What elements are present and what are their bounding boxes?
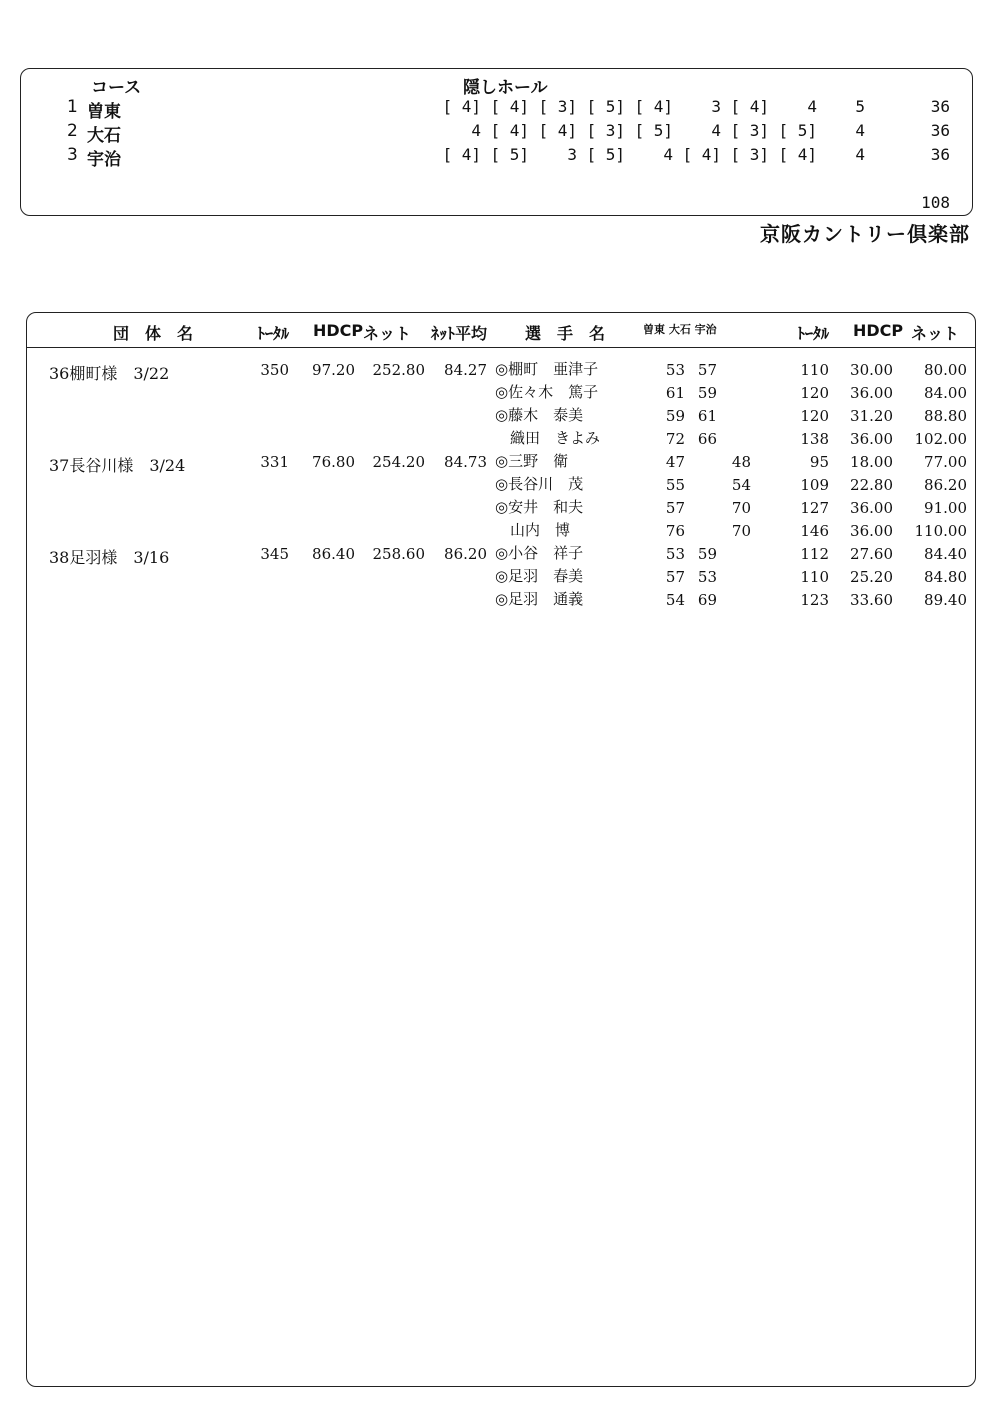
hole-par: 4 xyxy=(855,121,865,140)
player-hdcp: 25.20 xyxy=(850,568,893,586)
results-table xyxy=(26,312,976,1387)
score-oishi: 53 xyxy=(697,568,717,586)
hole-par: [ 4] xyxy=(442,145,481,164)
team-total: 331 xyxy=(260,453,289,471)
score-sodo: 53 xyxy=(665,361,685,379)
score-sodo: 47 xyxy=(665,453,685,471)
score-sodo: 59 xyxy=(665,407,685,425)
hole-par: [ 4] xyxy=(730,97,769,116)
player-net: 89.40 xyxy=(924,591,967,609)
header-player: 選 手 名 xyxy=(525,324,606,343)
score-sodo: 57 xyxy=(665,568,685,586)
hole-par: 4 xyxy=(855,145,865,164)
team-name: 38足羽様 3/16 xyxy=(49,548,170,567)
score-sodo: 54 xyxy=(665,591,685,609)
score-sodo: 61 xyxy=(665,384,685,402)
team-net: 258.60 xyxy=(372,545,425,563)
player-total: 110 xyxy=(800,568,829,586)
player-total: 112 xyxy=(800,545,829,563)
player-name: ◎長谷川 茂 xyxy=(495,475,584,493)
player-net: 80.00 xyxy=(924,361,967,379)
hole-par: 3 xyxy=(567,145,577,164)
team-hdcp: 76.80 xyxy=(312,453,355,471)
hole-par: [ 4] xyxy=(538,121,577,140)
player-hdcp: 27.60 xyxy=(850,545,893,563)
hole-par: 4 xyxy=(663,145,673,164)
player-net: 91.00 xyxy=(924,499,967,517)
player-net: 88.80 xyxy=(924,407,967,425)
course-label: コース xyxy=(91,78,142,98)
hole-par: [ 3] xyxy=(730,145,769,164)
player-total: 138 xyxy=(800,430,829,448)
player-hdcp: 22.80 xyxy=(850,476,893,494)
team-hdcp: 86.40 xyxy=(312,545,355,563)
course-box xyxy=(20,68,973,216)
header-net: ネット xyxy=(363,324,412,343)
course-name: 曽東 xyxy=(87,102,121,122)
team-hdcp: 97.20 xyxy=(312,361,355,379)
hole-par: [ 5] xyxy=(586,145,625,164)
score-sodo: 53 xyxy=(665,545,685,563)
hole-par: 5 xyxy=(855,97,865,116)
player-name: 織田 きよみ xyxy=(495,429,601,447)
player-hdcp: 33.60 xyxy=(850,591,893,609)
player-total: 127 xyxy=(800,499,829,517)
header-player-net: ネット xyxy=(911,324,960,343)
score-oishi: 66 xyxy=(697,430,717,448)
hole-par: 3 xyxy=(711,97,721,116)
player-name: ◎足羽 通義 xyxy=(495,590,584,608)
player-hdcp: 30.00 xyxy=(850,361,893,379)
header-player-total: ﾄｰﾀﾙ xyxy=(797,324,830,343)
score-sodo: 76 xyxy=(665,522,685,540)
player-hdcp: 36.00 xyxy=(850,384,893,402)
player-hdcp: 36.00 xyxy=(850,499,893,517)
player-total: 120 xyxy=(800,384,829,402)
hole-par: [ 3] xyxy=(586,121,625,140)
player-hdcp: 36.00 xyxy=(850,430,893,448)
player-name: ◎藤木 泰美 xyxy=(495,406,584,424)
hole-par: 4 xyxy=(807,97,817,116)
score-oishi: 59 xyxy=(697,545,717,563)
player-total: 146 xyxy=(800,522,829,540)
score-sodo: 55 xyxy=(665,476,685,494)
team-name: 36棚町様 3/22 xyxy=(49,364,170,383)
course-total: 36 xyxy=(930,145,950,164)
player-name: ◎棚町 亜津子 xyxy=(495,360,599,378)
hole-par: [ 5] xyxy=(586,97,625,116)
hole-par: [ 5] xyxy=(490,145,529,164)
hole-par: [ 3] xyxy=(538,97,577,116)
score-sodo: 72 xyxy=(665,430,685,448)
header-divider xyxy=(27,347,975,348)
header-course-cols: 曽東 大石 宇治 xyxy=(643,323,717,336)
course-number: 1 xyxy=(67,97,78,117)
score-uji: 54 xyxy=(731,476,751,494)
player-name: 山内 博 xyxy=(495,521,571,539)
player-net: 84.00 xyxy=(924,384,967,402)
team-total: 350 xyxy=(260,361,289,379)
hole-par: [ 4] xyxy=(442,97,481,116)
player-total: 109 xyxy=(800,476,829,494)
club-name: 京阪カントリー倶楽部 xyxy=(760,222,970,246)
course-number: 2 xyxy=(67,121,78,141)
player-name: ◎安井 和夫 xyxy=(495,498,584,516)
score-oishi: 57 xyxy=(697,361,717,379)
course-number: 3 xyxy=(67,145,78,165)
player-hdcp: 36.00 xyxy=(850,522,893,540)
team-net-avg: 84.73 xyxy=(444,453,487,471)
score-oishi: 69 xyxy=(697,591,717,609)
header-total: ﾄｰﾀﾙ xyxy=(257,324,290,343)
hole-par: [ 4] xyxy=(778,145,817,164)
player-net: 110.00 xyxy=(914,522,967,540)
player-name: ◎佐々木 篤子 xyxy=(495,383,599,401)
hole-par: [ 4] xyxy=(490,97,529,116)
player-net: 86.20 xyxy=(924,476,967,494)
course-row xyxy=(21,121,972,146)
team-total: 345 xyxy=(260,545,289,563)
player-net: 77.00 xyxy=(924,453,967,471)
course-row xyxy=(21,145,972,170)
player-net: 84.40 xyxy=(924,545,967,563)
hole-par: [ 4] xyxy=(682,145,721,164)
header-player-hdcp: HDCP xyxy=(853,321,904,340)
team-net: 252.80 xyxy=(372,361,425,379)
header-hdcp: HDCP xyxy=(313,321,364,340)
score-oishi: 61 xyxy=(697,407,717,425)
player-total: 120 xyxy=(800,407,829,425)
score-uji: 70 xyxy=(731,522,751,540)
team-name: 37長谷川様 3/24 xyxy=(49,456,186,475)
player-name: ◎足羽 春美 xyxy=(495,567,584,585)
player-net: 102.00 xyxy=(914,430,967,448)
hole-par: [ 5] xyxy=(634,121,673,140)
score-oishi: 59 xyxy=(697,384,717,402)
team-net-avg: 84.27 xyxy=(444,361,487,379)
course-total: 36 xyxy=(930,97,950,116)
player-hdcp: 31.20 xyxy=(850,407,893,425)
player-total: 95 xyxy=(809,453,829,471)
team-net-avg: 86.20 xyxy=(444,545,487,563)
course-name: 大石 xyxy=(87,126,121,146)
hole-par: [ 4] xyxy=(634,97,673,116)
player-hdcp: 18.00 xyxy=(850,453,893,471)
course-name: 宇治 xyxy=(87,150,121,170)
player-name: ◎三野 衛 xyxy=(495,452,569,470)
player-total: 110 xyxy=(800,361,829,379)
player-total: 123 xyxy=(800,591,829,609)
score-uji: 48 xyxy=(731,453,751,471)
team-net: 254.20 xyxy=(372,453,425,471)
hole-par: [ 4] xyxy=(490,121,529,140)
header-team: 団 体 名 xyxy=(113,324,194,343)
score-uji: 70 xyxy=(731,499,751,517)
header-net-avg: ﾈｯﾄ平均 xyxy=(431,324,488,343)
course-row xyxy=(21,97,972,122)
hole-par: [ 3] xyxy=(730,121,769,140)
hole-par: [ 5] xyxy=(778,121,817,140)
hole-par: 4 xyxy=(711,121,721,140)
grand-total: 108 xyxy=(921,193,950,212)
hole-par: 4 xyxy=(471,121,481,140)
hidden-hole-label: 隠しホール xyxy=(463,78,548,98)
course-total: 36 xyxy=(930,121,950,140)
player-net: 84.80 xyxy=(924,568,967,586)
score-sodo: 57 xyxy=(665,499,685,517)
player-name: ◎小谷 祥子 xyxy=(495,544,584,562)
